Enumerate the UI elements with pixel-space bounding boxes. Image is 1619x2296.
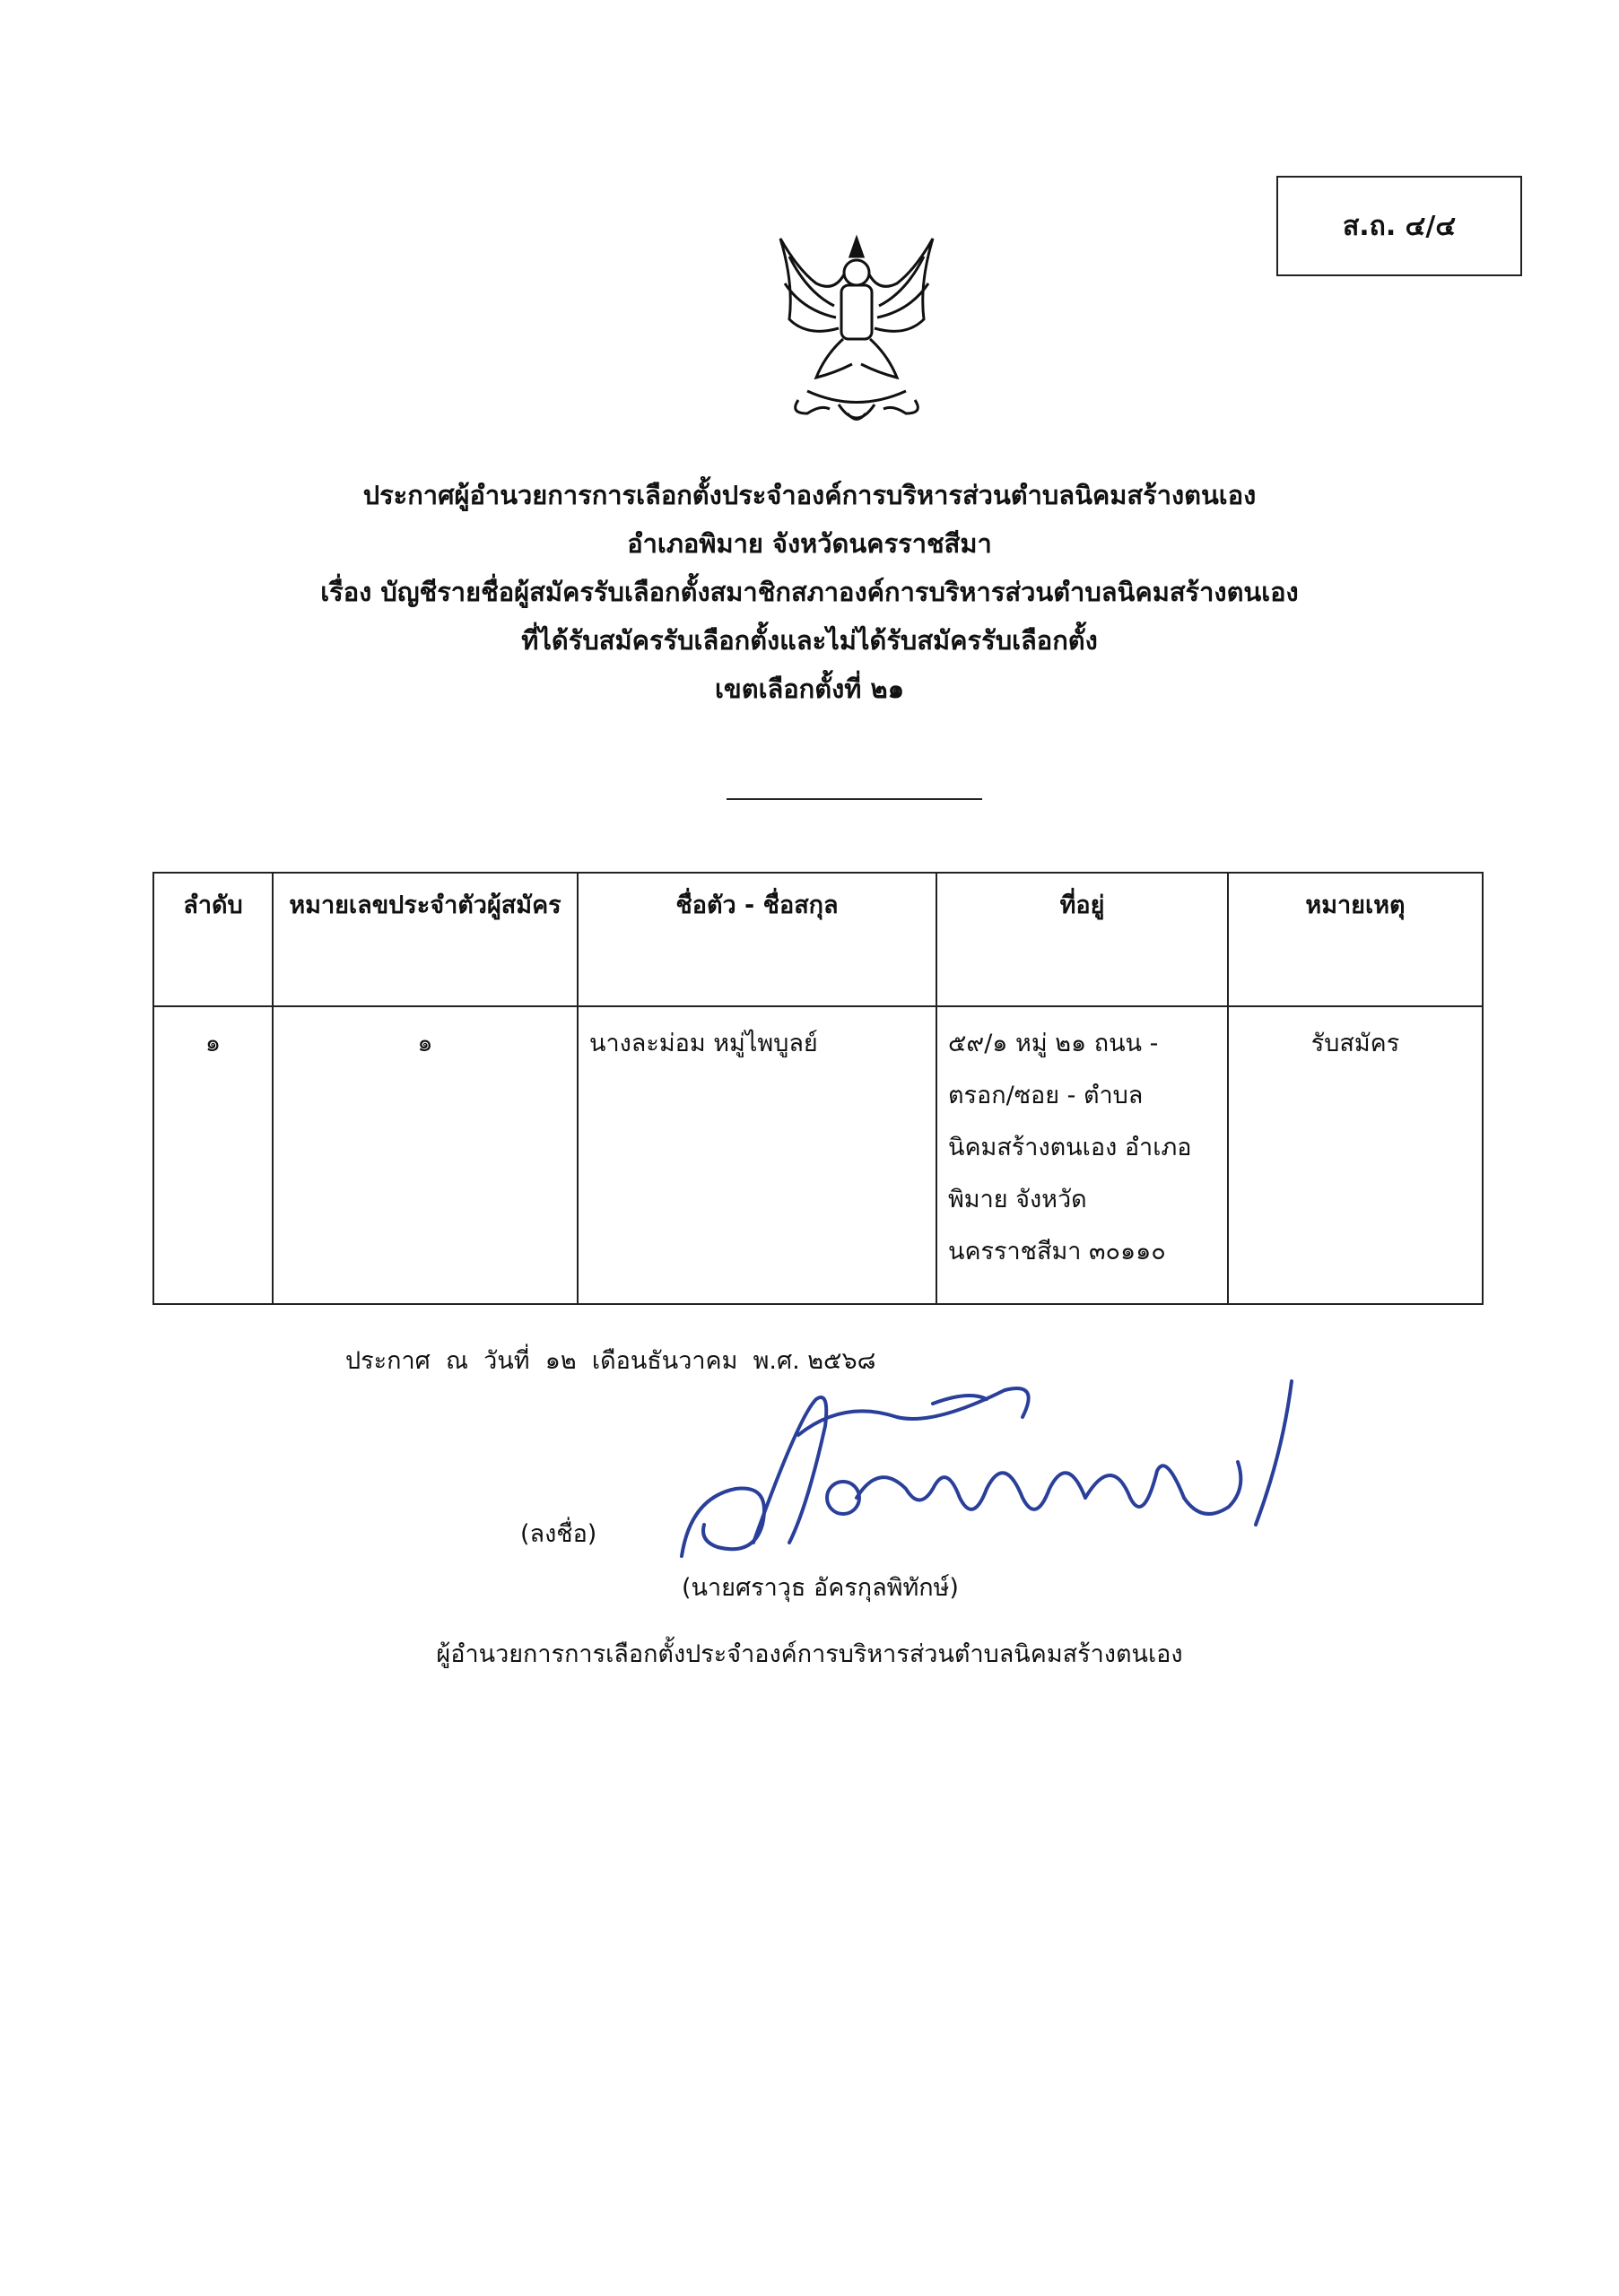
cell-address: ๕๙/๑ หมู่ ๒๑ ถนน - ตรอก/ซอย - ตำบลนิคมสร้างตนเอง อำเภอพิมาย จังหวัดนครราชสีมา ๓๐๑๑๐ xyxy=(936,1006,1228,1304)
cell-remark: รับสมัคร xyxy=(1228,1006,1483,1304)
signer-name: (นายศราวุธ อัครกุลพิทักษ์) xyxy=(682,1574,959,1602)
heading-line-2: อำเภอพิมาย จังหวัดนครราชสีมา xyxy=(627,528,992,559)
cell-name: นางละม่อม หมู่ไพบูลย์ xyxy=(578,1006,936,1304)
announcement-headings xyxy=(0,471,1619,713)
header-remark: หมายเหตุ xyxy=(1228,873,1483,1006)
cell-order: ๑ xyxy=(153,1006,273,1304)
announcement-date: ประกาศ ณ วันที่ ๑๒ เดือนธันวาคม พ.ศ. ๒๕๖๘ xyxy=(345,1347,876,1375)
cell-candidate-no: ๑ xyxy=(273,1006,578,1304)
form-code: ส.ถ. ๔/๔ xyxy=(1342,210,1457,242)
candidate-table xyxy=(152,872,1484,1305)
form-code-box xyxy=(1276,176,1522,276)
header-address: ที่อยู่ xyxy=(936,873,1228,1006)
header-name: ชื่อตัว - ชื่อสกุล xyxy=(578,873,936,1006)
heading-line-5: เขตเลือกตั้งที่ ๒๑ xyxy=(715,674,904,704)
header-candidate-no: หมายเลขประจำตัวผู้สมัคร xyxy=(273,873,578,1006)
table-row xyxy=(153,1006,1483,1304)
table-header-row xyxy=(153,873,1483,1006)
heading-line-1: ประกาศผู้อำนวยการการเลือกตั้งประจำองค์การบริหารส่วนตำบลนิคมสร้างตนเอง xyxy=(362,480,1257,510)
header-order: ลำดับ xyxy=(153,873,273,1006)
handwritten-signature xyxy=(664,1363,1310,1578)
heading-line-4: ที่ได้รับสมัครรับเลือกตั้งและไม่ได้รับสมัครรับเลือกตั้ง xyxy=(521,625,1098,656)
signature-label: (ลงชื่อ) xyxy=(520,1520,597,1548)
heading-divider xyxy=(727,798,982,800)
signer-title: ผู้อำนวยการการเลือกตั้งประจำองค์การบริหารส่วนตำบลนิคมสร้างตนเอง xyxy=(436,1640,1183,1668)
garuda-emblem-icon xyxy=(753,221,960,436)
heading-line-3: เรื่อง บัญชีรายชื่อผู้สมัครรับเลือกตั้งสมาชิกสภาองค์การบริหารส่วนตำบลนิคมสร้างตนเอง xyxy=(320,577,1299,607)
